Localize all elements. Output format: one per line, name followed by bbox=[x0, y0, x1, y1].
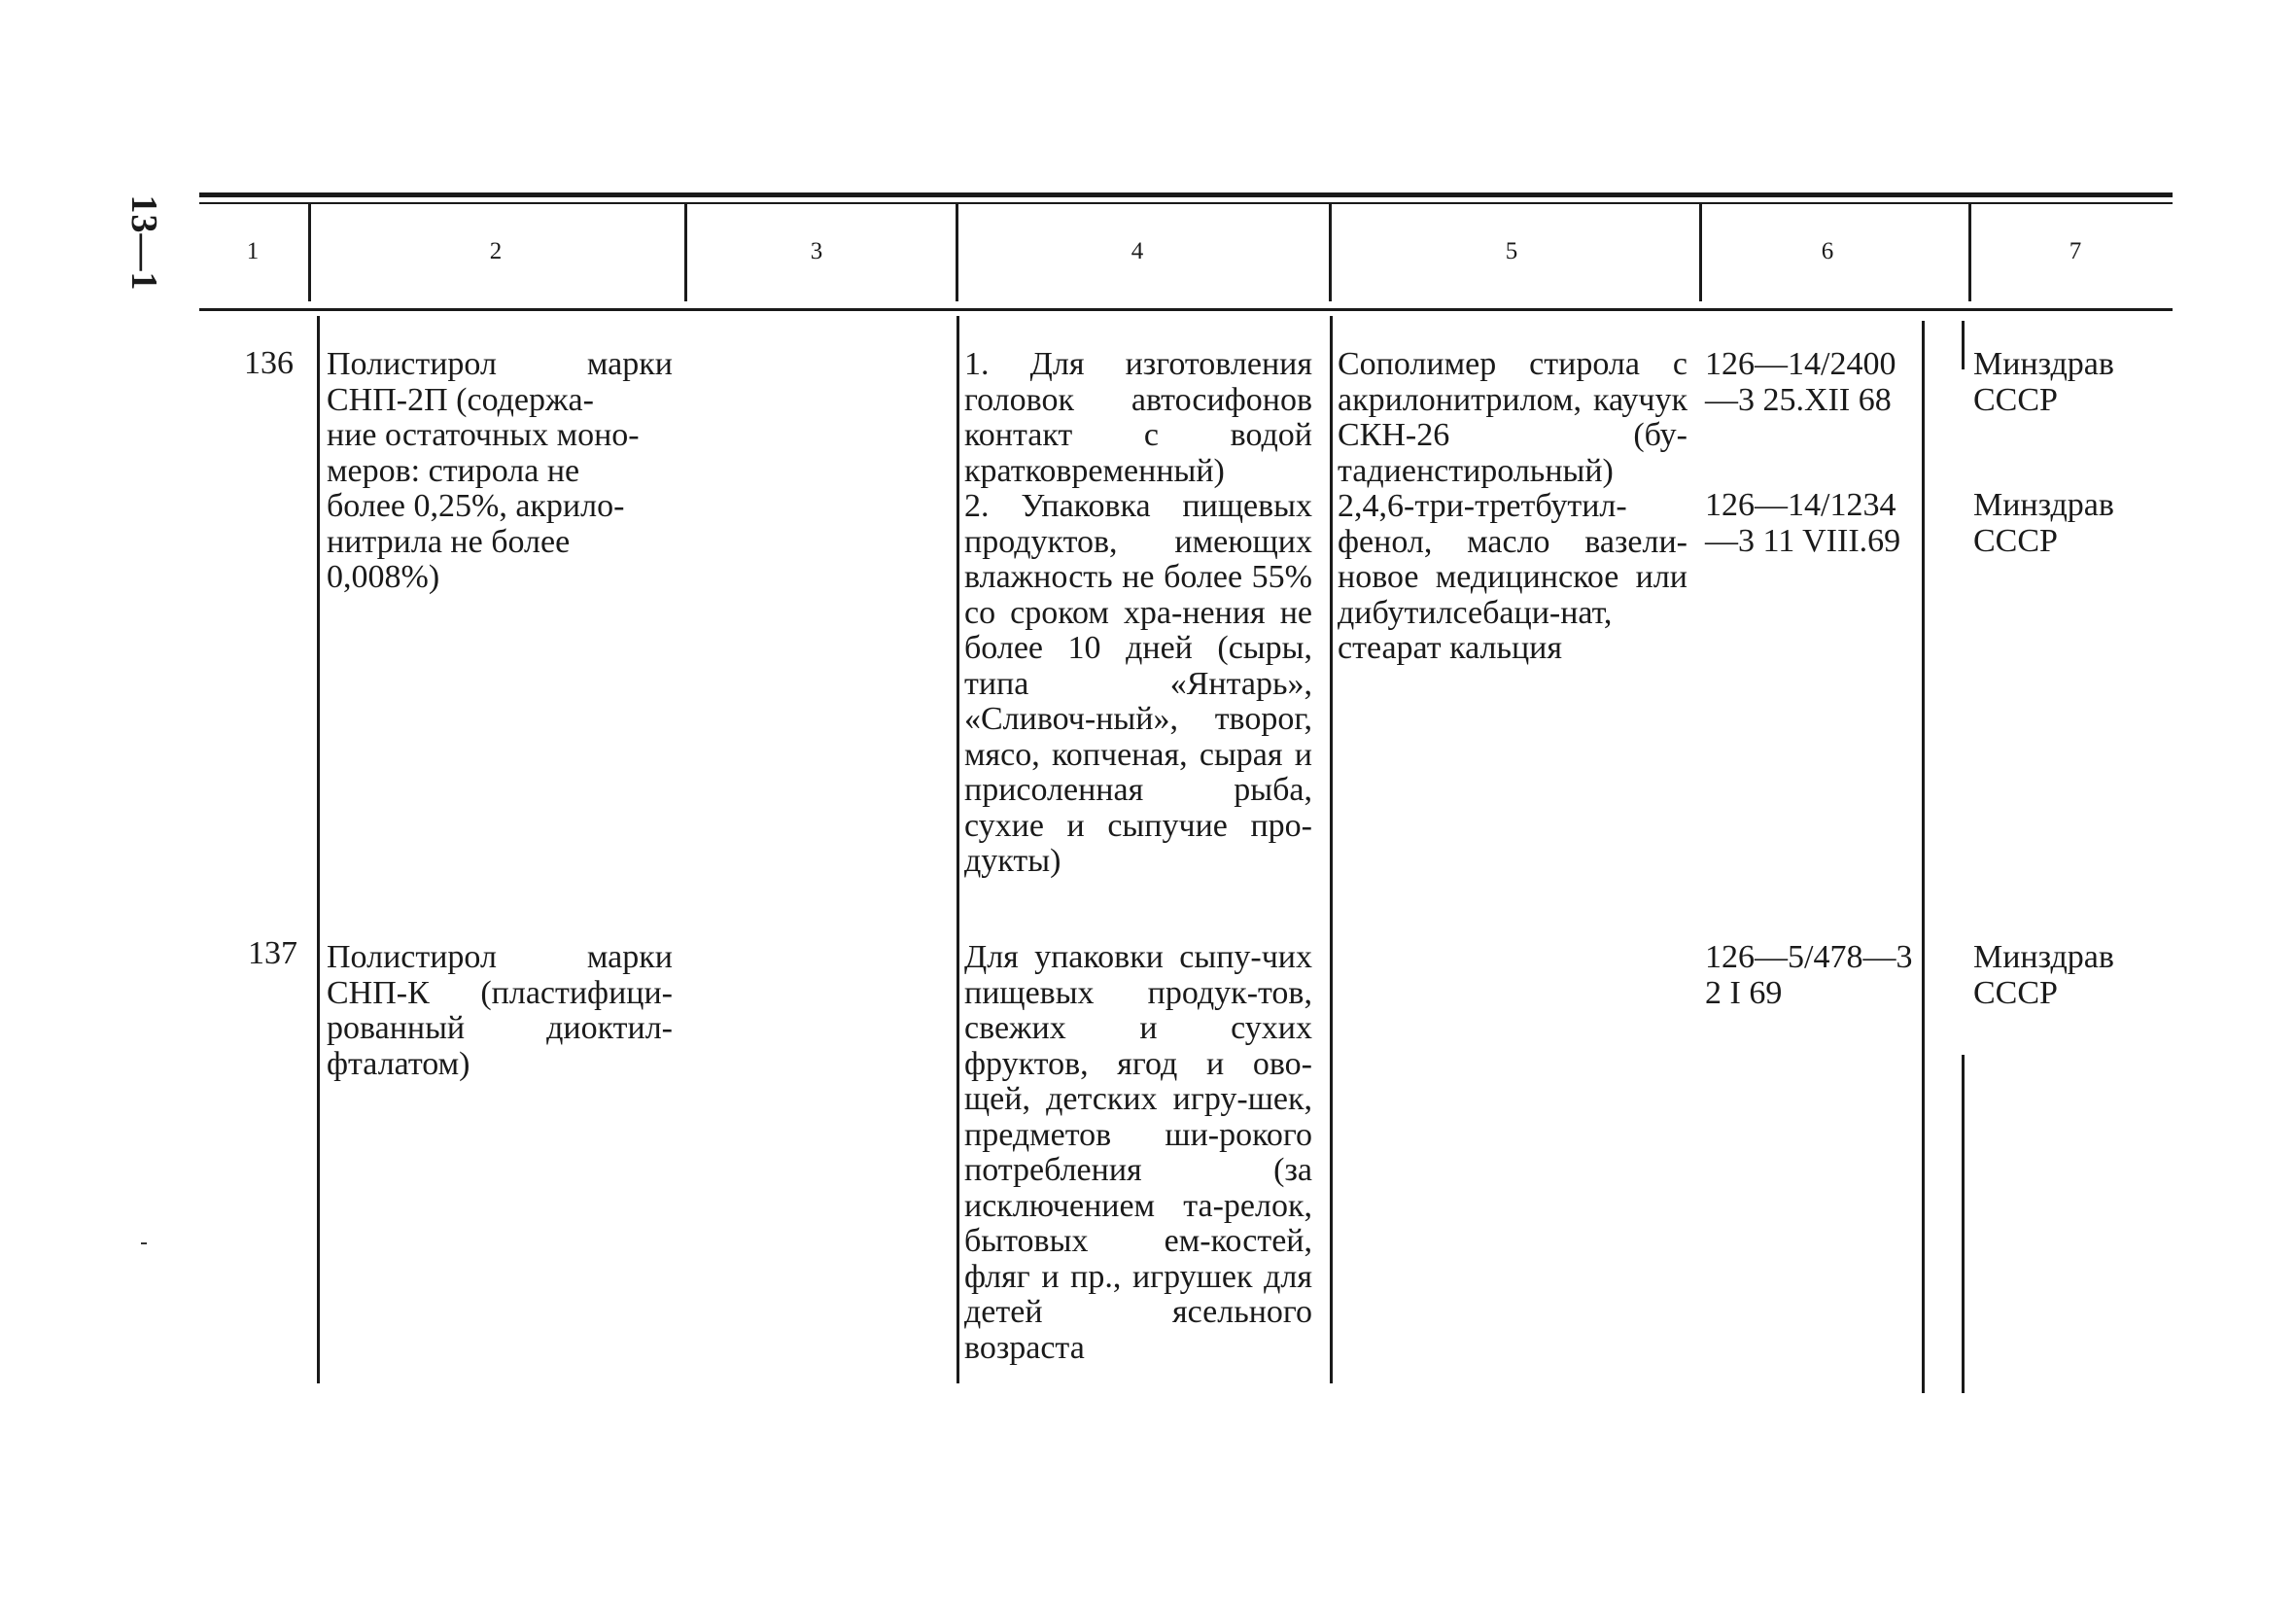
row-136-material-line: более 0,25%, акрило- bbox=[327, 488, 625, 524]
column-number-3: 3 bbox=[810, 238, 823, 264]
body-separator-2 bbox=[957, 316, 959, 1383]
row-136-material-line: 0,008%) bbox=[327, 559, 440, 595]
column-number-1: 1 bbox=[246, 238, 260, 264]
row-136-components-item-1: Сополимер стирола с акрилонитрилом, каучук СКН-26 (бу-тадиенстирольный) bbox=[1338, 346, 1687, 489]
column-number-5: 5 bbox=[1505, 238, 1518, 264]
header-separator-6 bbox=[1968, 204, 1971, 301]
table-header-rule bbox=[199, 308, 2173, 311]
header-separator-1 bbox=[308, 204, 311, 301]
body-separator-6 bbox=[1962, 1055, 1965, 1393]
column-number-6: 6 bbox=[1821, 238, 1834, 264]
row-136-permit-2: 126—14/1234—3 11 VIII.69 bbox=[1705, 487, 1901, 559]
row-137-number: 137 bbox=[248, 935, 297, 971]
row-136-material-line: Полистирол марки СНП-2П (содержа- bbox=[327, 346, 673, 418]
header-separator-5 bbox=[1699, 204, 1702, 301]
row-136-components-item-2: 2,4,6-три-третбутил-фенол, масло вазели-новое медицинское или дибутилсебаци-нат, стеарат кальция bbox=[1338, 488, 1687, 666]
row-137-permit: 126—5/478—3 2 I 69 bbox=[1705, 939, 1913, 1011]
row-136-purpose bbox=[964, 347, 1312, 880]
row-137-material: Полистирол марки СНП-К (пластифици-рованный диоктил-фталатом) bbox=[327, 939, 673, 1082]
margin-mark bbox=[141, 1242, 147, 1244]
row-136-material-line: ние остаточных моно- bbox=[327, 417, 640, 453]
row-136-purpose-item-1: 1. Для изготовления головок автосифонов контакт с водой кратковременный) bbox=[964, 346, 1312, 489]
row-136-material-line: нитрила не более bbox=[327, 523, 571, 560]
body-separator-1 bbox=[317, 316, 320, 1383]
row-136-number: 136 bbox=[244, 345, 294, 381]
page-label-text: 13—1 bbox=[123, 194, 164, 292]
row-136-permit-1: 126—14/2400—3 25.XII 68 bbox=[1705, 346, 1896, 418]
row-137-purpose: Для упаковки сыпу-чих пищевых продук-тов, свежих и сухих фруктов, ягод и ово-щей, детских игру-шек, предметов ши-рокого потребления (за исключением та-релок, бытовых ем-костей, фляг и пр., игрушек для детей ясельного возраста bbox=[964, 939, 1312, 1366]
row-136-components bbox=[1338, 347, 1687, 667]
header-separator-2 bbox=[684, 204, 687, 301]
row-136-material bbox=[327, 347, 673, 596]
row-136-purpose-item-2: 2. Упаковка пищевых продуктов, имеющих влажность не более 55% со сроком хра-нения не более 10 дней (сыры, типа «Янтарь», «Сливоч-ный», творог, мясо, копченая, сырая и присоленная рыба, сухие и сыпучие про-дукты) bbox=[964, 488, 1312, 879]
header-separator-3 bbox=[956, 204, 958, 301]
table-top-rule-thin bbox=[199, 202, 2173, 204]
body-separator-3 bbox=[1330, 316, 1333, 1383]
row-136-material-line: меров: стирола не bbox=[327, 452, 580, 489]
row-136-authority-1: Минздрав СССР bbox=[1973, 346, 2114, 418]
row-137-authority: Минздрав СССР bbox=[1973, 939, 2114, 1011]
body-separator-4 bbox=[1922, 321, 1925, 1393]
column-number-7: 7 bbox=[2069, 238, 2082, 264]
column-number-2: 2 bbox=[489, 238, 503, 264]
header-separator-4 bbox=[1329, 204, 1332, 301]
page-label bbox=[115, 194, 173, 292]
body-separator-5 bbox=[1962, 321, 1965, 369]
row-136-authority-2: Минздрав СССР bbox=[1973, 487, 2114, 559]
table-top-rule-thick bbox=[199, 192, 2173, 197]
column-number-4: 4 bbox=[1131, 238, 1144, 264]
